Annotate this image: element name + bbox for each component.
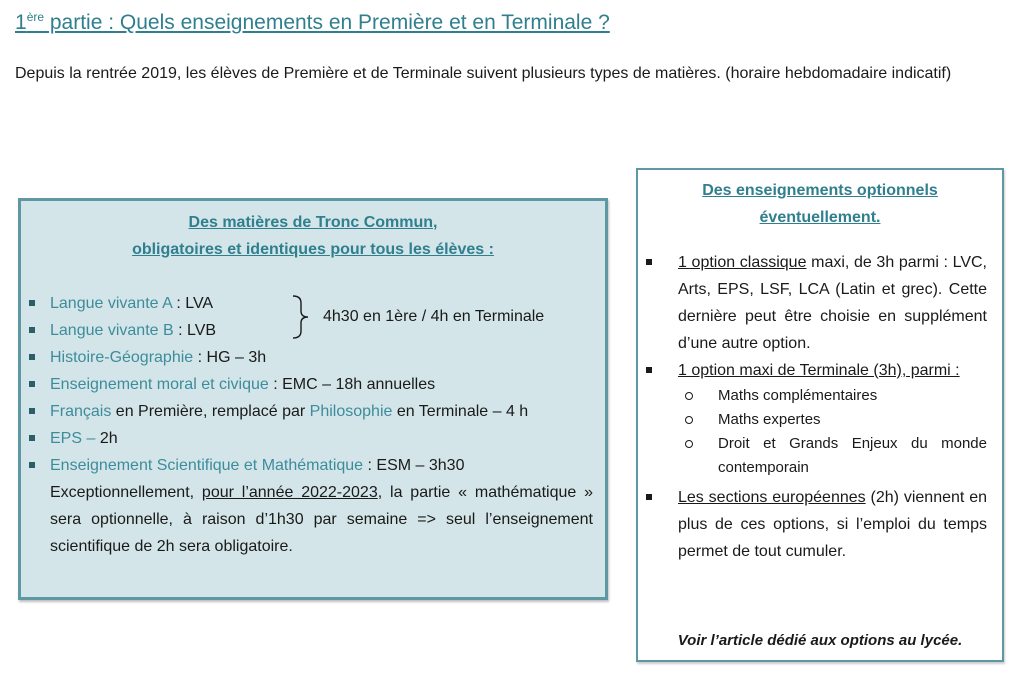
subject-name: Langue vivante B [50, 322, 174, 339]
circle-bullet-icon [685, 416, 693, 424]
classic-option-detail: maxi, de 3h parmi : LVC, Arts, EPS, LSF, LCA (Latin et grec). Cette dernière peut être choisie en supplément d’une autre option. [678, 254, 987, 352]
terminale-option-sublist [638, 384, 1002, 480]
square-bullet-icon [29, 354, 35, 360]
common-core-title-line1: Des matières de Tronc Commun, [188, 214, 438, 231]
list-item-eps [21, 425, 605, 452]
list-item-francais [21, 398, 605, 425]
heading-superscript: ère [26, 10, 45, 24]
terminale-option-label: 1 option maxi de Terminale (3h), parmi : [678, 362, 960, 379]
square-bullet-icon [29, 327, 35, 333]
language-hours-group [291, 290, 544, 344]
subject-name: Enseignement Scientifique et Mathématique [50, 457, 364, 474]
list-item-terminale-option [638, 357, 1002, 384]
intro-paragraph: Depuis la rentrée 2019, les élèves de Première et de Terminale suivent plusieurs types de matières. (horaire hebdomadaire indicatif) [15, 65, 952, 82]
square-bullet-icon [29, 408, 35, 414]
sub-item-label: Maths complémentaires [718, 387, 878, 404]
page-heading [15, 10, 610, 35]
subject-name: EPS – [50, 430, 100, 447]
classic-option-label: 1 option classique [678, 254, 807, 271]
subject-name: Histoire-Géographie [50, 349, 194, 366]
subject-detail-2: en Terminale – 4 h [392, 403, 529, 420]
note-part2: , la partie « mathématique » sera optionnelle, à raison d’1h30 par semaine => seul l’enseignement scientifique de 2h sera obligatoire. [50, 484, 594, 555]
heading-number: 1 [15, 11, 27, 34]
common-core-title-line2: obligatoires et identiques pour tous les élèves : [132, 241, 494, 258]
options-article-link[interactable]: Voir l’article dédié aux options au lycée. [677, 632, 963, 649]
square-bullet-icon [29, 381, 35, 387]
square-bullet-icon [646, 259, 652, 265]
note-year: pour l’année 2022-2023 [201, 484, 378, 501]
square-bullet-icon [646, 367, 652, 373]
square-bullet-icon [646, 494, 652, 500]
curly-brace-icon [291, 294, 313, 340]
sub-item-label: Droit et Grands Enjeux du monde contemporain [718, 435, 987, 476]
sub-item [638, 432, 1002, 480]
subject-detail: en Première, remplacé par [111, 403, 310, 420]
common-core-box [18, 198, 608, 600]
subject-name: Français [50, 403, 112, 420]
optional-list [638, 249, 1002, 384]
square-bullet-icon [29, 435, 35, 441]
european-sections-detail: (2h) viennent en plus de ces options, si l’emploi du temps permet de tout cumuler. [678, 489, 988, 560]
optional-title-line2: éventuellement. [759, 209, 881, 226]
list-item-european-sections [638, 484, 1002, 565]
square-bullet-icon [29, 462, 35, 468]
subject-detail: : ESM – 3h30 [363, 457, 465, 474]
list-item-classic-option [638, 249, 1002, 357]
subject-name-2: Philosophie [309, 403, 393, 420]
note-part1: Exceptionnellement, [50, 484, 202, 501]
subject-detail: : HG – 3h [193, 349, 267, 366]
subject-detail: 2h [99, 430, 118, 447]
subject-detail: : LVA [171, 295, 214, 312]
optional-list-2 [638, 484, 1002, 565]
common-core-title [21, 209, 605, 263]
square-bullet-icon [29, 300, 35, 306]
subject-name: Langue vivante A [50, 295, 172, 312]
exception-note [21, 479, 605, 560]
list-item-hg [21, 344, 605, 371]
subject-name: Enseignement moral et civique [50, 376, 269, 393]
heading-text: partie : Quels enseignements en Première et en Terminale ? [44, 11, 610, 34]
sub-item-label: Maths expertes [718, 411, 821, 428]
optional-teachings-box [636, 168, 1004, 662]
common-core-list-wrap [21, 290, 605, 479]
circle-bullet-icon [685, 392, 693, 400]
subject-detail: : LVB [173, 322, 217, 339]
optional-title [638, 177, 1002, 231]
list-item-emc [21, 371, 605, 398]
language-hours-text: 4h30 en 1ère / 4h en Terminale [323, 308, 545, 325]
subject-detail: : EMC – 18h annuelles [268, 376, 436, 393]
sub-item [638, 384, 1002, 408]
list-item-esm [21, 452, 605, 479]
sub-item [638, 408, 1002, 432]
european-sections-label: Les sections européennes [678, 489, 866, 506]
optional-title-line1: Des enseignements optionnels [702, 182, 938, 199]
circle-bullet-icon [685, 440, 693, 448]
